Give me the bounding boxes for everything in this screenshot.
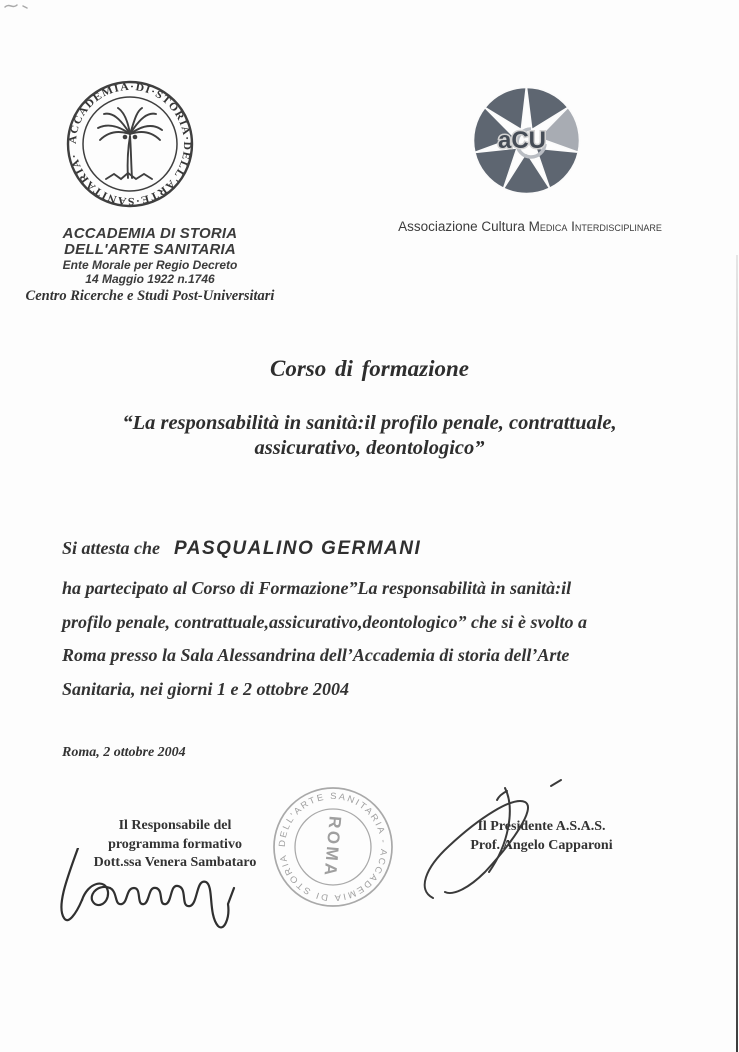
palm-coconut xyxy=(123,135,128,140)
signature-left-name: Dott.ssa Venera Sambataro xyxy=(93,855,257,870)
signature-right-role: Il Presidente A.S.A.S. xyxy=(477,819,606,834)
round-stamp xyxy=(268,782,398,912)
attestation-body xyxy=(62,572,707,706)
association-name-part1: Associazione Cultura xyxy=(398,219,529,234)
course-title-line1: “La responsabilità in sanità:il profilo penale, contrattuale, xyxy=(122,412,617,434)
accademia-center-line: Centro Ricerche e Studi Post-Universitari xyxy=(25,288,275,304)
palm-tree-icon xyxy=(98,108,162,179)
accademia-name-line1: ACCADEMIA DI STORIA xyxy=(62,225,238,242)
signature-left-role-line2: programma formativo xyxy=(108,836,242,852)
course-label: Corso di formazione xyxy=(270,356,469,381)
accademia-decree-line2: 14 Maggio 1922 n.1746 xyxy=(85,272,215,286)
stamp-ring-text: DELL’ARTE SANITARIA - ACCADEMIA DI STORIA xyxy=(276,790,390,904)
attestation-body-line4: Sanitaria, nei giorni 1 e 2 ottobre 2004 xyxy=(62,678,350,699)
attestation-body-line1: ha partecipato al Corso di Formazione”La responsabilità in sanità:il xyxy=(62,578,572,598)
place-date: Roma, 2 ottobre 2004 xyxy=(62,745,186,760)
association-name xyxy=(350,219,710,234)
association-name-part2: Medica Interdisciplinare xyxy=(528,219,662,234)
signature-left-role-line1: Il Responsabile del xyxy=(118,818,232,833)
course-title xyxy=(0,411,739,461)
palm-coconut xyxy=(133,135,138,140)
attestation-prefix: Si attesta che xyxy=(62,538,160,558)
accademia-name-line2: DELL'ARTE SANITARIA xyxy=(64,241,236,258)
attestation-body-line3: Roma presso la Sala Alessandrina dell’Accademia di storia dell’Arte xyxy=(62,645,570,665)
signature-left-handwriting xyxy=(48,848,273,933)
course-title-line2: assicurativo, deontologico” xyxy=(254,437,485,459)
logo-letters: aCU xyxy=(497,127,547,154)
association-aperture-logo-icon xyxy=(470,84,583,197)
accademia-seal xyxy=(64,78,196,210)
seal-ring-text: ACCADEMIA·DI·STORIA·DELL'ARTE·SANITARIA· xyxy=(67,81,193,207)
attestation-line xyxy=(62,538,702,560)
attestation-body-line2: profilo penale, contrattuale,assicurativo,deontologico” che si è svolto a xyxy=(62,611,587,632)
scan-artifact-top-left xyxy=(3,1,33,13)
signature-right-handwriting xyxy=(415,778,650,906)
attendee-name: PASQUALINO GERMANI xyxy=(174,538,422,559)
stamp-center-text: ROMA xyxy=(320,815,345,879)
accademia-decree-line1: Ente Morale per Regio Decreto xyxy=(62,258,238,272)
accademia-header-block xyxy=(0,226,300,305)
signature-right-name: Prof. Angelo Capparoni xyxy=(470,838,613,853)
